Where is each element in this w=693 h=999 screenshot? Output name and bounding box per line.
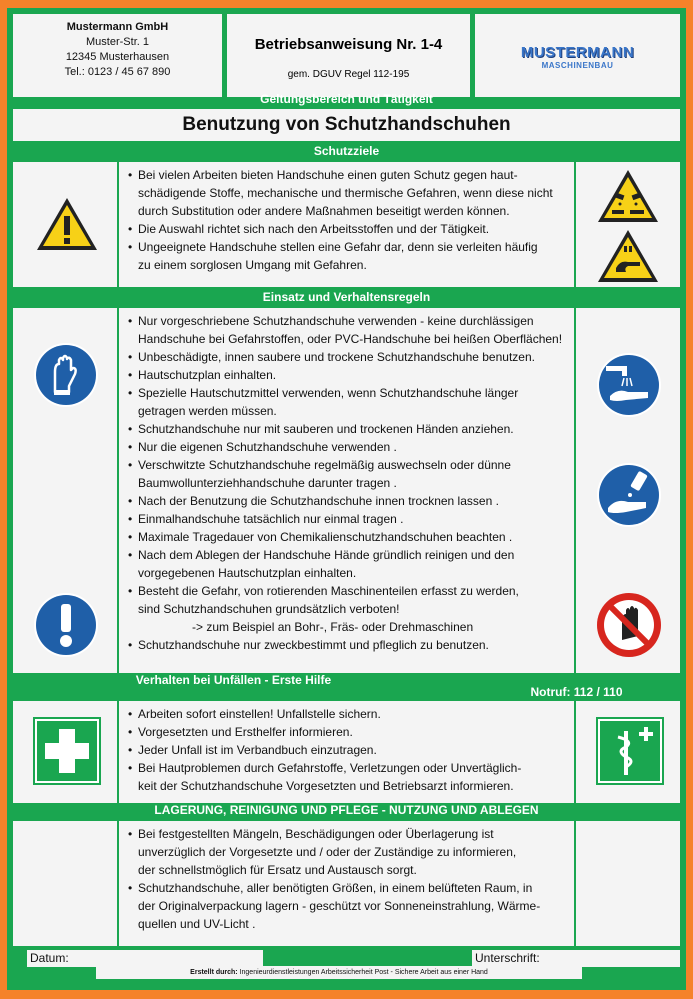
usage-line: Baumwollunterziehhandschuhe darunter tragen .: [138, 476, 397, 490]
usage-line: • Unbeschädigte, innen saubere und trockene Schutzhandschuhe benutzen.: [128, 348, 568, 366]
credit-line: [96, 966, 582, 979]
goals-line: • Ungeeignete Handschuhe stellen eine Gefahr dar, denn sie verleiten häufig: [128, 238, 568, 256]
accident-line: • Arbeiten sofort einstellen! Unfallstelle sichern.: [128, 705, 568, 723]
general-warning-icon: [35, 196, 99, 252]
usage-left-cell: [13, 308, 117, 673]
storage-list: [119, 821, 574, 933]
goals-line: • Bei vielen Arbeiten bieten Handschuhe einen guten Schutz gegen haut-: [128, 166, 568, 184]
storage-header: LAGERUNG, REINIGUNG UND PFLEGE - NUTZUNG UND ABLEGEN: [154, 803, 539, 817]
accident-header: Verhalten bei Unfällen - Erste Hilfe: [135, 673, 332, 687]
instruction-sheet: [7, 8, 686, 990]
usage-header: Einsatz und Verhaltensregeln: [262, 290, 431, 304]
goals-left-cell: [13, 162, 117, 287]
storage-text-cell: [119, 821, 574, 946]
goals-header: Schutzziele: [313, 144, 380, 158]
usage-line: sind Schutzhandschuhen grundsätzlich verboten!: [138, 602, 400, 616]
company-street: Muster-Str. 1: [86, 36, 149, 48]
accident-text-cell: [119, 701, 574, 803]
no-gloves-prohibition-icon: [596, 592, 662, 658]
company-name: Mustermann GmbH: [66, 21, 169, 33]
company-address: [13, 14, 222, 97]
logo-line2: MASCHINENBAU: [541, 61, 614, 70]
signature-field[interactable]: Unterschrift:: [472, 950, 680, 967]
usage-line: Handschuhe bei Gefahrstoffen, oder PVC-Handschuhe bei heißen Oberflächen!: [138, 332, 563, 346]
accident-line: • Vorgesetzten und Ersthelfer informieren.: [128, 723, 568, 741]
storage-line: • Schutzhandschuhe, aller benötigten Größen, in einem belüfteten Raum, in: [128, 879, 568, 897]
usage-line: • Nur die eigenen Schutzhandschuhe verwenden .: [128, 438, 568, 456]
main-title: Benutzung von Schutzhandschuhen: [13, 109, 680, 141]
goals-line: • Die Auswahl richtet sich nach den Arbeitsstoffen und der Tätigkeit.: [128, 220, 568, 238]
credit-label: Erstellt durch:: [190, 969, 238, 976]
storage-line: der schnellstmöglich für Ersatz und Austausch sorgt.: [138, 863, 417, 877]
usage-right-cell: [576, 308, 680, 673]
storage-line: • Bei festgestellten Mängeln, Beschädigungen oder Überlagerung ist: [128, 825, 568, 843]
usage-line: vorgegebenen Hautschutzplan einhalten.: [138, 566, 357, 580]
usage-line: • Hautschutzplan einhalten.: [128, 366, 568, 384]
goals-line: zu einem sorglosen Umgang mit Gefahren.: [138, 258, 367, 272]
scope-header: Geltungsbereich und Tätigkeit: [260, 92, 433, 106]
skin-protection-mandatory-icon: [596, 462, 662, 528]
logo-line1: MUSTERMANN: [520, 44, 635, 61]
goals-text-cell: [119, 162, 574, 287]
storage-line: der Originalverpackung lagern - geschützt vor Sonneneinstrahlung, Wärme-: [138, 899, 541, 913]
date-field[interactable]: Datum:: [27, 950, 263, 967]
company-phone: Tel.: 0123 / 45 67 890: [64, 66, 171, 78]
storage-line: unverzüglich der Vorgesetzte und / oder der Zuständige zu informieren,: [138, 845, 517, 859]
goals-line: durch Substitution oder andere Maßnahmen beseitigt werden können.: [138, 204, 510, 218]
usage-line: -> zum Beispiel an Bohr-, Fräs- oder Drehmaschinen: [192, 620, 474, 634]
document-regulation: gem. DGUV Regel 112-195: [287, 69, 410, 80]
accident-list: [119, 701, 574, 795]
usage-line: • Nach dem Ablegen der Handschuhe Hände gründlich reinigen und den: [128, 546, 568, 564]
storage-line: quellen und UV-Licht .: [138, 917, 256, 931]
usage-line: • Spezielle Hautschutzmittel verwenden, wenn Schutzhandschuhe länger: [128, 384, 568, 402]
storage-right-cell: [576, 821, 680, 946]
goals-right-cell: [576, 162, 680, 287]
general-mandatory-icon: [33, 592, 99, 658]
storage-left-cell: [13, 821, 117, 946]
doctor-icon: [596, 717, 664, 785]
accident-line: • Bei Hautproblemen durch Gefahrstoffe, Verletzungen oder Unvertäglich-: [128, 759, 568, 777]
company-logo: [475, 14, 680, 97]
accident-right-cell: [576, 701, 680, 803]
hand-hazard-warning-icon: [596, 228, 660, 284]
document-title-box: [227, 14, 470, 97]
usage-line: • Schutzhandschuhe nur zweckbestimmt und pfleglich zu benutzen.: [128, 636, 568, 654]
emergency-number: Notruf: 112 / 110: [467, 683, 686, 701]
usage-line: • Schutzhandschuhe nur mit sauberen und trockenen Händen anziehen.: [128, 420, 568, 438]
goals-line: schädigende Stoffe, mechanische und thermische Gefahren, wenn diese nicht: [138, 186, 553, 200]
usage-line: • Nur vorgeschriebene Schutzhandschuhe verwenden - keine durchlässigen: [128, 312, 568, 330]
corrosive-warning-icon: [596, 168, 660, 224]
usage-line: • Nach der Benutzung die Schutzhandschuhe innen trocknen lassen .: [128, 492, 568, 510]
usage-line: • Verschwitzte Schutzhandschuhe regelmäßig auswechseln oder dünne: [128, 456, 568, 474]
company-city: 12345 Musterhausen: [65, 51, 170, 63]
wash-hands-mandatory-icon: [596, 352, 662, 418]
document-title: Betriebsanweisung Nr. 1-4: [254, 36, 443, 53]
usage-line: • Besteht die Gefahr, von rotierenden Maschinenteilen erfasst zu werden,: [128, 582, 568, 600]
usage-line: • Einmalhandschuhe tatsächlich nur einmal tragen .: [128, 510, 568, 528]
usage-line: • Maximale Tragedauer von Chemikalienschutzhandschuhen beachten .: [128, 528, 568, 546]
usage-line: getragen werden müssen.: [138, 404, 277, 418]
credit-text: Ingenieurdienstleistungen Arbeitssicherheit Post - Sichere Arbeit aus einer Hand: [237, 969, 488, 976]
usage-list: [119, 308, 574, 654]
accident-line: • Jeder Unfall ist im Verbandbuch einzutragen.: [128, 741, 568, 759]
goals-list: [119, 162, 574, 274]
usage-text-cell: [119, 308, 574, 673]
accident-line: keit der Schutzhandschuhe Vorgesetzten und Betriebsarzt informieren.: [138, 779, 514, 793]
accident-left-cell: [13, 701, 117, 803]
first-aid-icon: [33, 717, 101, 785]
wear-gloves-mandatory-icon: [33, 342, 99, 408]
